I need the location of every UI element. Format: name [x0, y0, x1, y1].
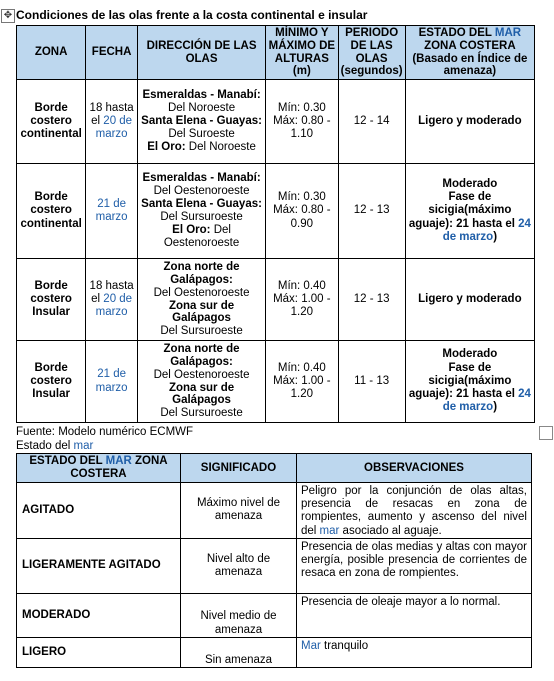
periodo-cell: 11 - 13 — [338, 341, 405, 423]
header-direccion: DIRECCIÓN DE LAS OLAS — [137, 26, 265, 80]
significado-cell: Sin amenaza — [181, 637, 297, 667]
estado-cell: MODERADO — [17, 593, 181, 637]
estado-cell: Moderado Fase de sicigia(máximo aguaje): 21 hasta el 24 de marzo) — [405, 341, 534, 423]
table-row — [17, 593, 532, 637]
estado-cell: Moderado Fase de sicigia(máximo aguaje): 21 hasta el 24 de marzo) — [405, 164, 534, 259]
periodo-cell: 12 - 13 — [338, 259, 405, 341]
section-subtitle: Estado del mar — [16, 440, 94, 452]
estado-cell: LIGERAMENTE AGITADO — [17, 538, 181, 593]
header-estado: ESTADO DEL MAR ZONA COSTERA (Basado en Índice de amenaza) — [405, 26, 534, 80]
estado-cell: AGITADO — [17, 483, 181, 539]
estado-cell: Ligero y moderado — [405, 259, 534, 341]
source-note: Fuente: Modelo numérico ECMWF — [16, 426, 194, 438]
table-row — [17, 259, 535, 341]
table-row — [17, 637, 532, 667]
header-observaciones: OBSERVACIONES — [297, 454, 532, 483]
header-alturas: MÍNIMO Y MÁXIMO DE ALTURAS (m) — [266, 26, 338, 80]
header-estado: ESTADO DEL MAR ZONA COSTERA — [17, 454, 181, 483]
zona-cell: Borde costero continental — [17, 80, 86, 164]
waves-conditions-table — [16, 25, 535, 423]
observaciones-cell: Presencia de oleaje mayor a lo normal. — [297, 593, 532, 637]
zona-cell: Borde costero continental — [17, 164, 86, 259]
direccion-cell: Zona norte de Galápagos: Del Oestenoroeste Zona sur de Galápagos Del Sursuroeste — [137, 259, 265, 341]
estado-cell: Ligero y moderado — [405, 80, 534, 164]
observaciones-cell: Peligro por la conjunción de olas altas, presencia de resacas en zona de rompientes, aumento y ascenso del nivel del mar asociado al aguaje. — [297, 483, 532, 539]
alturas-cell: Mín: 0.30 Máx: 0.80 - 1.10 — [266, 80, 338, 164]
fecha-cell: 21 de marzo — [86, 341, 138, 423]
estado-cell: LIGERO — [17, 637, 181, 667]
observaciones-cell: Mar tranquilo — [297, 637, 532, 667]
header-fecha: FECHA — [86, 26, 138, 80]
alturas-cell: Mín: 0.30 Máx: 0.80 - 0.90 — [266, 164, 338, 259]
table-header-row — [17, 454, 532, 483]
table-header-row — [17, 26, 535, 80]
table-row — [17, 341, 535, 423]
significado-cell: Nivel alto de amenaza — [181, 538, 297, 593]
significado-cell: Nivel medio de amenaza — [181, 593, 297, 637]
fecha-cell: 18 hasta el 20 de marzo — [86, 259, 138, 341]
alturas-cell: Mín: 0.40 Máx: 1.00 - 1.20 — [266, 341, 338, 423]
end-of-row-marker[interactable] — [539, 426, 553, 440]
significado-cell: Máximo nivel de amenaza — [181, 483, 297, 539]
direccion-cell: Zona norte de Galápagos: Del Oestenoroeste Zona sur de Galápagos Del Sursuroeste — [137, 341, 265, 423]
direccion-cell: Esmeraldas - Manabí: Del Noroeste Santa Elena - Guayas: Del Suroeste El Oro: Del Noroeste — [137, 80, 265, 164]
page-title: Condiciones de las olas frente a la costa continental e insular — [16, 8, 368, 22]
fecha-cell: 18 hasta el 20 de marzo — [86, 80, 138, 164]
table-move-handle-icon[interactable]: ✥ — [1, 9, 15, 23]
table-row — [17, 538, 532, 593]
table-row — [17, 483, 532, 539]
sea-state-table — [16, 453, 532, 668]
table-row — [17, 164, 535, 259]
fecha-cell: 21 de marzo — [86, 164, 138, 259]
direccion-cell: Esmeraldas - Manabí: Del Oestenoroeste Santa Elena - Guayas: Del Sursuroeste El Oro: Del Oestenoroeste — [137, 164, 265, 259]
zona-cell: Borde costero Insular — [17, 341, 86, 423]
header-periodo: PERIODO DE LAS OLAS (segundos) — [338, 26, 405, 80]
observaciones-cell: Presencia de olas medias y altas con mayor energía, posible presencia de corrientes de resaca en zona de rompientes. — [297, 538, 532, 593]
header-zona: ZONA — [17, 26, 86, 80]
alturas-cell: Mín: 0.40 Máx: 1.00 - 1.20 — [266, 259, 338, 341]
table-row — [17, 80, 535, 164]
periodo-cell: 12 - 13 — [338, 164, 405, 259]
header-significado: SIGNIFICADO — [181, 454, 297, 483]
periodo-cell: 12 - 14 — [338, 80, 405, 164]
zona-cell: Borde costero Insular — [17, 259, 86, 341]
